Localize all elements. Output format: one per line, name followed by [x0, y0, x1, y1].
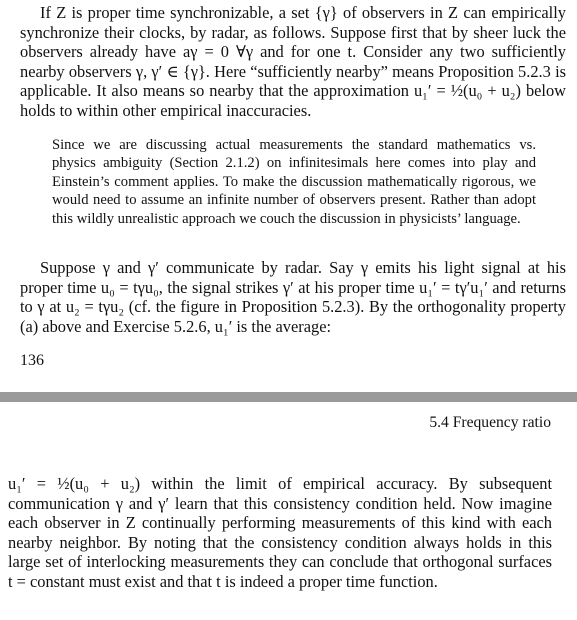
- page-137: [0, 402, 577, 620]
- paragraph-radar: Suppose γ and γ′ communicate by radar. Say γ emits his light signal at his proper time u₀ = tγu₀, the signal strikes γ′ at his proper time u₁′ = tγ′u₁′ and returns to γ at u₂ = tγu₂ (cf. the figure in Proposition 5.2.3). By the orthogonality property (a) above and Exercise 5.2.6, u₁′ is the average:: [20, 258, 566, 336]
- paragraph-synchronization: If Z is proper time synchronizable, a set {γ} of observers in Z can empirically synchronize their clocks, by radar, as follows. Suppose first that by sheer luck the observers already have aγ = 0 ∀γ and for one t. Consider any two sufficiently nearby observers γ, γ′ ∈ {γ}. Here “sufficiently nearby” means Proposition 5.2.3 is applicable. It also means so nearby that the approximation u₁′ = ½(u₀ + u₂) below holds to within other empirical inaccuracies.: [20, 3, 566, 120]
- paragraph-consistency: u₁′ = ½(u₀ + u₂) within the limit of empirical accuracy. By subsequent communication γ and γ′ learn that this consistency condition held. Now imagine each observer in Z continually performing measurements of this kind with each nearby neighbor. By noting that the consistency condition always holds in this large set of interlocking measurements they can conclude that orthogonal surfaces t = constant must exist and that t is indeed a proper time function.: [8, 474, 552, 591]
- running-head: 5.4 Frequency ratio: [429, 414, 551, 431]
- page-number: 136: [20, 352, 44, 369]
- page-separator: [0, 392, 577, 402]
- remark-measurements: Since we are discussing actual measurements the standard mathematics vs. physics ambiguity (Section 2.1.2) on infinitesimals here comes into play and Einstein’s comment applies. To make the discussion mathematically rigorous, we would need to assume an infinite number of observers present. Rather than adopt this wildly unrealistic approach we couch the discussion in physicists’ language.: [52, 137, 536, 227]
